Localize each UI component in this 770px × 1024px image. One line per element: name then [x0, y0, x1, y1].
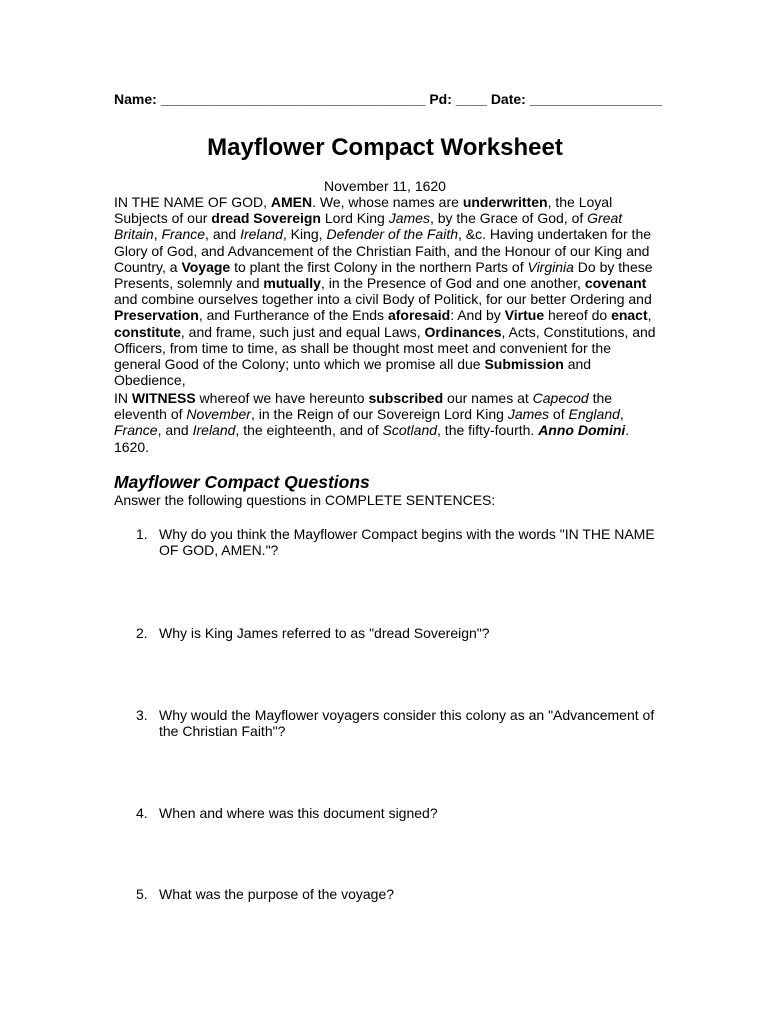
bold-term: underwritten: [462, 194, 548, 210]
bold-term: Virtue: [504, 307, 545, 324]
question-number: 5.: [136, 886, 148, 902]
student-info-header: [114, 91, 674, 107]
text-run: our names at: [443, 390, 533, 406]
text-run: ,: [647, 307, 652, 324]
text-run: ,: [153, 226, 162, 243]
text-run: , Acts, Constitutions, and Officers, from time to time, as shall be thought most meet and convenient for the general Good of the Colony; unto which we promise all due: [114, 323, 656, 373]
date-field-line[interactable]: _________________: [529, 91, 663, 107]
question-number: 2.: [136, 625, 148, 641]
question-text: Why is King James referred to as "dread Sovereign"?: [159, 625, 490, 641]
text-run: , the fifty-fourth.: [437, 422, 539, 439]
text-run: , the Loyal Subjects of our: [114, 194, 613, 227]
name-field-line[interactable]: __________________________________: [160, 91, 426, 107]
bold-term: dread Sovereign: [211, 210, 321, 227]
period-label: Pd:: [429, 91, 452, 107]
text-run: , &c. Having undertaken for the Glory of God, and Advancement of the Christian Faith, and the Honour of our King and Country, a: [114, 226, 652, 275]
text-run: . 1620.: [114, 422, 630, 455]
text-run: of: [549, 406, 569, 423]
text-run: whereof we have hereunto: [195, 390, 369, 406]
question-text: Why do you think the Mayflower Compact begins with the words "IN THE NAME OF GOD, AMEN."?: [159, 526, 655, 559]
text-run: , and: [205, 226, 241, 243]
text-run: , in the Presence of God and one another,: [320, 275, 585, 292]
name-label: Name:: [114, 91, 157, 107]
text-run: : And by: [450, 307, 505, 324]
bold-italic-term: Anno Domini: [538, 422, 626, 439]
text-run: to plant the first Colony in the northern Parts of: [230, 258, 528, 275]
question-item: [136, 707, 666, 739]
question-text: Why would the Mayflower voyagers consider this colony as an "Advancement of the Christian Faith"?: [159, 707, 655, 740]
question-item: [136, 886, 666, 902]
bold-term: subscribed: [368, 390, 444, 406]
bold-term: Voyage: [181, 258, 231, 275]
italic-term: France: [161, 226, 206, 243]
bold-term: constitute: [114, 323, 181, 340]
text-run: , the eighteenth, and of: [235, 422, 383, 439]
bold-term: Submission: [484, 356, 564, 373]
italic-term: England: [568, 406, 620, 423]
text-run: . We, whose names are: [312, 194, 463, 210]
bold-term: enact: [611, 307, 648, 324]
bold-term: mutually: [263, 275, 321, 292]
question-item: [136, 805, 666, 821]
italic-term: Scotland: [382, 422, 438, 439]
text-run: Lord King: [320, 210, 389, 227]
compact-text-paragraph-1: [114, 194, 659, 388]
text-run: and combine ourselves together into a civil Body of Politick, for our better Ordering and: [114, 291, 652, 308]
bold-term: covenant: [584, 275, 647, 292]
questions-instruction: Answer the following questions in COMPLETE SENTENCES:: [114, 492, 496, 508]
question-text: What was the purpose of the voyage?: [159, 886, 395, 902]
italic-term: James: [507, 406, 550, 423]
text-run: , by the Grace of God, of: [429, 210, 588, 227]
question-number: 4.: [136, 805, 148, 821]
question-number: 3.: [136, 707, 148, 723]
period-field-line[interactable]: ____: [455, 91, 487, 107]
text-run: , and Furtherance of the Ends: [198, 307, 388, 324]
italic-term: Great Britain: [114, 210, 623, 243]
compact-date: November 11, 1620: [324, 178, 446, 194]
text-run: , and frame, such just and equal Laws,: [180, 323, 425, 340]
text-run: IN: [114, 390, 132, 406]
question-number: 1.: [136, 526, 148, 542]
compact-text-paragraph-2: [114, 390, 659, 455]
italic-term: Virginia: [527, 258, 574, 275]
questions-heading: Mayflower Compact Questions: [114, 472, 370, 492]
question-item: [136, 625, 666, 641]
bold-term: AMEN: [270, 194, 313, 210]
italic-term: November: [186, 406, 251, 423]
question-item: [136, 526, 666, 558]
italic-term: France: [114, 422, 158, 439]
text-run: IN THE NAME OF GOD,: [114, 194, 271, 210]
bold-term: Preservation: [114, 307, 199, 324]
italic-term: Ireland: [192, 422, 236, 439]
text-run: and Obedience,: [114, 356, 592, 389]
text-run: , and: [157, 422, 193, 439]
italic-term: Capecod: [532, 390, 589, 406]
bold-term: WITNESS: [131, 390, 196, 406]
italic-term: Ireland: [240, 226, 283, 243]
text-run: Do by these Presents, solemnly and: [114, 258, 653, 292]
text-run: , in the Reign of our Sovereign Lord King: [250, 406, 508, 423]
italic-term: Defender of the Faith: [326, 226, 459, 243]
italic-term: James: [388, 210, 430, 227]
text-run: hereof do: [544, 307, 612, 324]
question-text: When and where was this document signed?: [159, 805, 438, 821]
text-run: ,: [619, 406, 624, 423]
date-label: Date:: [490, 91, 526, 107]
text-run: the eleventh of: [114, 390, 613, 423]
bold-term: aforesaid: [387, 307, 451, 324]
worksheet-title: Mayflower Compact Worksheet: [207, 134, 563, 161]
text-run: , King,: [282, 226, 327, 243]
bold-term: Ordinances: [424, 323, 502, 340]
